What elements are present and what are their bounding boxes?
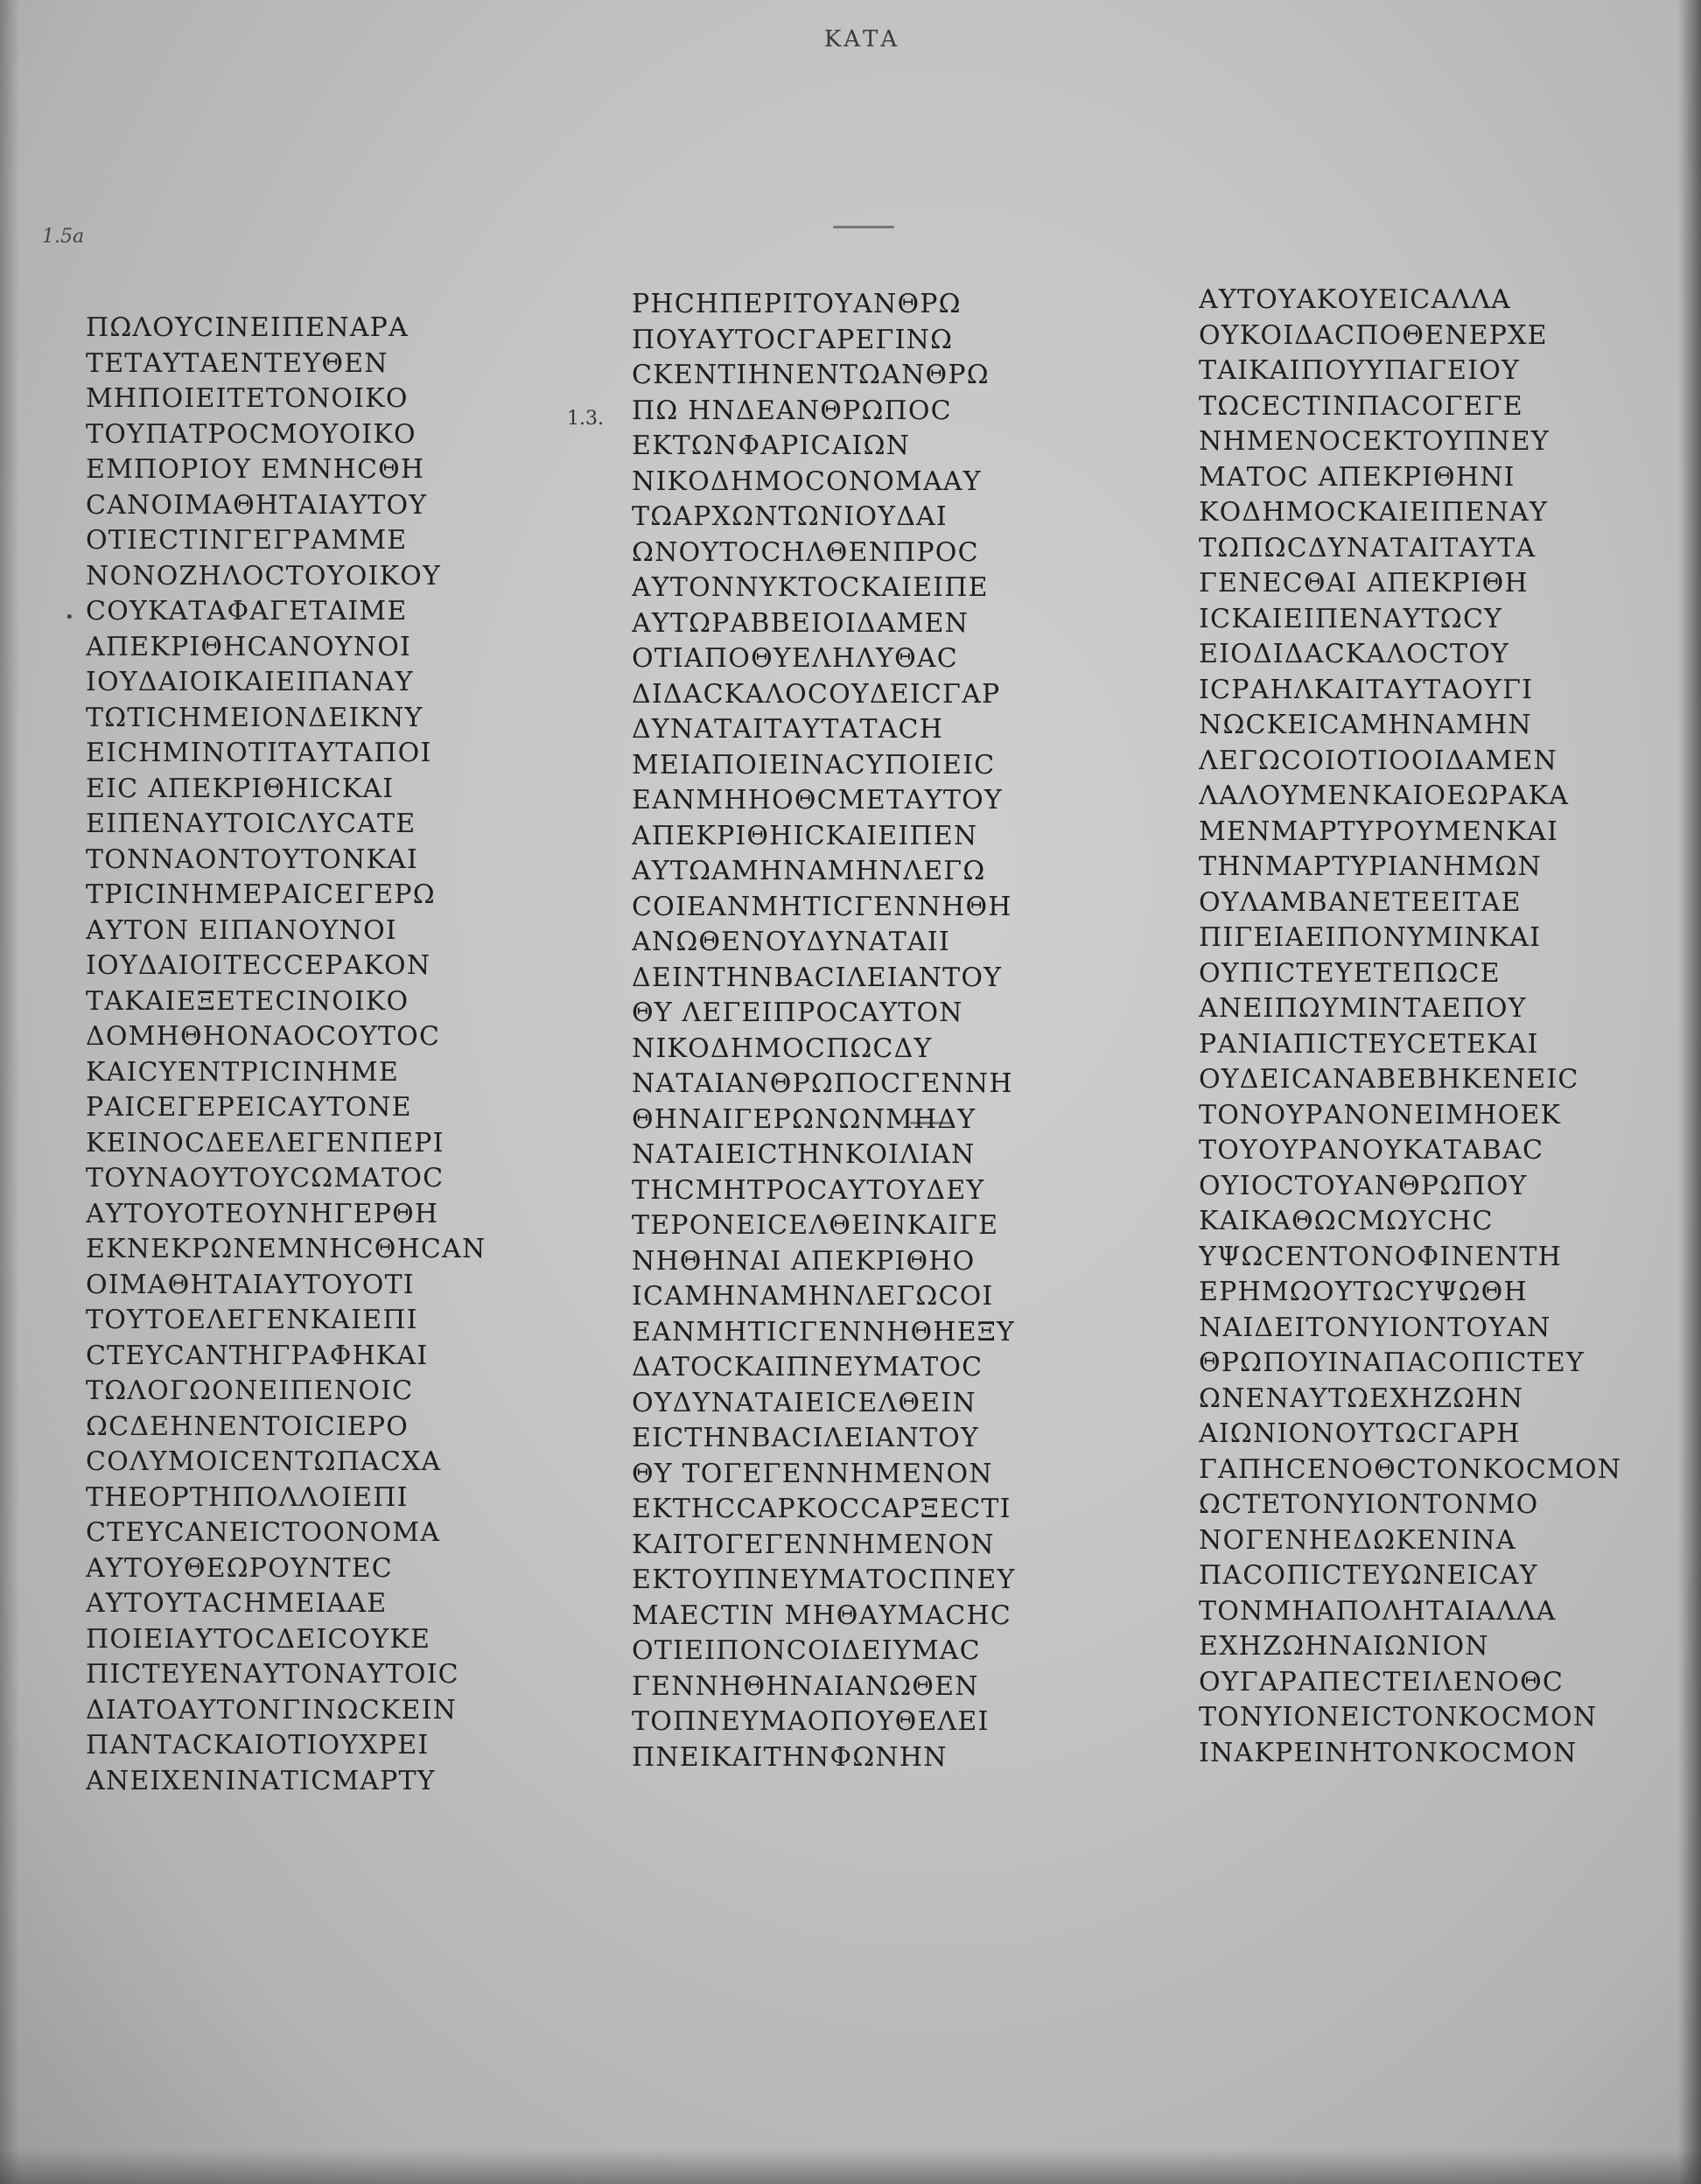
page-edge-shadow-bottom — [0, 2149, 1701, 2184]
manuscript-line: ΙϹΚΑΙΕΙΠΕΝΑΥΤΩϹΥ — [1199, 603, 1503, 634]
manuscript-line: ΟΤΙΕΙΠΟΝϹΟΙΔΕΙΥΜΑϹ — [632, 1635, 981, 1666]
manuscript-line: ΟΥΔΕΙϹΑΝΑΒΕΒΗΚΕΝΕΙϹ — [1199, 1064, 1579, 1095]
manuscript-line: ΕΚΤΗϹϹΑΡΚΟϹϹΑΡΞΕϹΤΙ — [632, 1494, 1012, 1524]
manuscript-line: ΝΑΙΔΕΙΤΟΝΥΙΟΝΤΟΥΑΝ — [1199, 1312, 1551, 1343]
separator-mark — [833, 226, 894, 228]
manuscript-line: ΩϹΔΕΗΝΕΝΤΟΙϹΙΕΡΟ — [86, 1410, 410, 1442]
manuscript-line: ΕΙϹ ΑΠΕΚΡΙΘΗΙϹΚΑΙ — [86, 773, 395, 804]
manuscript-line: ΤΟΥΝΑΟΥΤΟΥϹΩΜΑΤΟϹ — [86, 1163, 444, 1194]
manuscript-line: ΕΙϹΤΗΝΒΑϹΙΛΕΙΑΝΤΟΥ — [632, 1423, 979, 1453]
manuscript-line: ΓΕΝΝΗΘΗΝΑΙΑΝΩΘΕΝ — [632, 1670, 979, 1702]
manuscript-line: ΔΟΜΗΘΗΟΝΑΟϹΟΥΤΟϹ — [86, 1021, 441, 1052]
manuscript-line: ΡΑΝΙΑΠΙϹΤΕΥϹΕΤΕΚΑΙ — [1199, 1028, 1539, 1060]
manuscript-line: ΤΕΡΟΝΕΙϹΕΛΘΕΙΝΚΑΙΓΕ — [632, 1210, 999, 1241]
manuscript-line: ΜΕΙΑΠΟΙΕΙΝΑϹΥΠΟΙΕΙϹ — [632, 749, 996, 780]
manuscript-line: ΤΟΠΝΕΥΜΑΟΠΟΥΘΕΛΕΙ — [632, 1706, 990, 1737]
manuscript-line: ΠΑΝΤΑϹΚΑΙΟΤΙΟΥΧΡΕΙ — [86, 1730, 430, 1760]
manuscript-line: ΑΥΤΩΑΜΗΝΑΜΗΝΛΕΓΩ — [632, 856, 986, 886]
manuscript-line: ΔΑΤΟϹΚΑΙΠΝΕΥΜΑΤΟϹ — [632, 1352, 984, 1382]
running-title: ΚΑΤΑ — [823, 26, 900, 52]
page-edge-shadow-left — [0, 0, 19, 2184]
manuscript-line: ΕΑΝΜΗΤΙϹΓΕΝΝΗΘΗΕΞΥ — [632, 1316, 1016, 1348]
manuscript-line: ΕΚΤΟΥΠΝΕΥΜΑΤΟϹΠΝΕΥ — [632, 1564, 1016, 1595]
manuscript-line: ΕΜΠΟΡΙΟΥ ΕΜΝΗϹΘΗ — [86, 454, 425, 485]
manuscript-line: ΠΑϹΟΠΙϹΤΕΥΩΝΕΙϹΑΥ — [1199, 1560, 1538, 1591]
manuscript-line: ΝΗΘΗΝΑΙ ΑΠΕΚΡΙΘΗΟ — [632, 1245, 976, 1277]
manuscript-line: ΚΕΙΝΟϹΔΕΕΛΕΓΕΝΠΕΡΙ — [86, 1127, 444, 1158]
manuscript-line: ΑΝΩΘΕΝΟΥΔΥΝΑΤΑΙΙ — [632, 927, 950, 957]
manuscript-line: ΝΩϹΚΕΙϹΑΜΗΝΑΜΗΝ — [1199, 710, 1532, 740]
manuscript-line: ΛΑΛΟΥΜΕΝΚΑΙΟΕΩΡΑΚΑ — [1199, 780, 1570, 811]
manuscript-line: ϹΟΛΥΜΟΙϹΕΝΤΩΠΑϹΧΑ — [86, 1446, 442, 1477]
manuscript-line: ΤΩϹΕϹΤΙΝΠΑϹΟΓΕΓΕ — [1199, 390, 1523, 422]
manuscript-line: ΠΙϹΤΕΥΕΝΑΥΤΟΝΑΥΤΟΙϹ — [86, 1659, 459, 1690]
manuscript-line: ΠΙΓΕΙΑΕΙΠΟΝΥΜΙΝΚΑΙ — [1199, 922, 1542, 953]
manuscript-line: ΚΑΙΚΑΘΩϹΜΩΥϹΗϹ — [1199, 1206, 1494, 1236]
manuscript-line: ΔΙΔΑϹΚΑΛΟϹΟΥΔΕΙϹΓΑΡ — [632, 678, 1001, 710]
manuscript-line: ΚΑΙΤΟΓΕΓΕΝΝΗΜΕΝΟΝ — [632, 1529, 995, 1560]
manuscript-line: ΑΥΤΟΥΑΚΟΥΕΙϹΑΛΛΑ — [1199, 284, 1511, 315]
manuscript-line: ΑΥΤΟΥΤΑϹΗΜΕΙΑΑΕ — [86, 1588, 388, 1619]
manuscript-line: ΠΟΙΕΙΑΥΤΟϹΔΕΙϹΟΥΚΕ — [86, 1623, 431, 1655]
manuscript-line: ΑΥΤΩΡΑΒΒΕΙΟΙΔΑΜΕΝ — [632, 607, 970, 639]
manuscript-line: ΤΟΝΜΗΑΠΟΛΗΤΑΙΑΛΛΑ — [1199, 1595, 1557, 1627]
manuscript-line: ΝΑΤΑΙΑΝΘΡΩΠΟϹΓΕΝΝΗ — [632, 1068, 1013, 1099]
manuscript-line: ΩΝΟΥΤΟϹΗΛΘΕΝΠΡΟϹ — [632, 536, 979, 568]
text-column-1 — [86, 311, 532, 1799]
page-edge-shadow-right — [1678, 0, 1701, 2184]
manuscript-line: ΠΟΥΑΥΤΟϹΓΑΡΕΓΙΝΩ — [632, 324, 954, 355]
manuscript-line: ΟΙΜΑΘΗΤΑΙΑΥΤΟΥΟΤΙ — [86, 1269, 415, 1300]
manuscript-line: ΤΟΝΟΥΡΑΝΟΝΕΙΜΗΟΕΚ — [1199, 1099, 1562, 1130]
manuscript-line: ΘΡΩΠΟΥΙΝΑΠΑϹΟΠΙϹΤΕΥ — [1199, 1348, 1585, 1378]
manuscript-line: ΤΗΝΜΑΡΤΥΡΙΑΝΗΜΩΝ — [1199, 851, 1542, 882]
manuscript-line: ΝΟΓΕΝΗΕΔΩΚΕΝΙΝΑ — [1199, 1524, 1516, 1556]
manuscript-line: ΜΑΕϹΤΙΝ ΜΗΘΑΥΜΑϹΗϹ — [632, 1600, 1012, 1631]
manuscript-line: ΕΚΝΕΚΡΩΝΕΜΝΗϹΘΗϹΑΝ — [86, 1234, 486, 1264]
manuscript-line: ΙϹΡΑΗΛΚΑΙΤΑΥΤΑΟΥΓΙ — [1199, 674, 1534, 705]
manuscript-line: ΑΠΕΚΡΙΘΗϹΑΝΟΥΝΟΙ — [86, 631, 412, 662]
manuscript-line: ΕΙϹΗΜΙΝΟΤΙΤΑΥΤΑΠΟΙ — [86, 738, 432, 768]
manuscript-line: ΑΝΕΙΧΕΝΙΝΑΤΙϹΜΑΡΤΥ — [86, 1765, 436, 1796]
manuscript-line: ΟΥΙΟϹΤΟΥΑΝΘΡΩΠΟΥ — [1199, 1170, 1528, 1201]
manuscript-line: ϹΟΙΕΑΝΜΗΤΙϹΓΕΝΝΗΘΗ — [632, 891, 1012, 922]
manuscript-line: ΝΑΤΑΙΕΙϹΤΗΝΚΟΙΛΙΑΝ — [632, 1139, 976, 1170]
manuscript-line: ΘΗΝΑΙΓΕΡΩΝΩΝΜΗΔΥ — [632, 1103, 976, 1135]
manuscript-line: ΙΟΥΔΑΙΟΙΚΑΙΕΙΠΑΝΑΥ — [86, 667, 414, 697]
manuscript-line: ΤΩΠΩϹΔΥΝΑΤΑΙΤΑΥΤΑ — [1199, 532, 1536, 564]
manuscript-line: ΚΑΙϹΥΕΝΤΡΙϹΙΝΗΜΕ — [86, 1056, 399, 1088]
text-column-2 — [632, 287, 1078, 1775]
manuscript-line: ΩΝΕΝΑΥΤΩΕΧΗΖΩΗΝ — [1199, 1382, 1524, 1414]
manuscript-line: ΜΑΤΟϹ ΑΠΕΚΡΙΘΗΝΙ — [1199, 461, 1516, 493]
manuscript-line: ΘΥ ΤΟΓΕΓΕΝΝΗΜΕΝΟΝ — [632, 1458, 993, 1489]
manuscript-line: ΤΟΥΟΥΡΑΝΟΥΚΑΤΑΒΑϹ — [1199, 1135, 1544, 1166]
manuscript-line: ΑΥΤΟΥΟΤΕΟΥΝΗΓΕΡΘΗ — [86, 1198, 439, 1229]
manuscript-line: ΓΕΝΕϹΘΑΙ ΑΠΕΚΡΙΘΗ — [1199, 568, 1529, 598]
manuscript-line: ΝΙΚΟΔΗΜΟϹΟΝΟΜΑΑΥ — [632, 466, 982, 497]
manuscript-line: ΑΠΕΚΡΙΘΗΙϹΚΑΙΕΙΠΕΝ — [632, 820, 978, 851]
manuscript-line: ΤΕΤΑΥΤΑΕΝΤΕΥΘΕΝ — [86, 347, 388, 379]
manuscript-line: ΛΕΓΩϹΟΙΟΤΙΟΟΙΔΑΜΕΝ — [1199, 745, 1558, 776]
manuscript-line: ΓΑΠΗϹΕΝΟΘϹΤΟΝΚΟϹΜΟΝ — [1199, 1453, 1622, 1485]
manuscript-line: ΠΝΕΙΚΑΙΤΗΝΦΩΝΗΝ — [632, 1741, 948, 1773]
manuscript-line: ΥΨΩϹΕΝΤΟΝΟΦΙΝΕΝΤΗ — [1199, 1241, 1562, 1272]
manuscript-line: ΡΗϹΗΠΕΡΙΤΟΥΑΝΘΡΩ — [632, 289, 962, 319]
text-column-3 — [1199, 283, 1654, 1771]
manuscript-line: ΘΥ ΛΕΓΕΙΠΡΟϹΑΥΤΟΝ — [632, 998, 963, 1028]
manuscript-line: ΙΝΑΚΡΕΙΝΗΤΟΝΚΟϹΜΟΝ — [1199, 1737, 1578, 1768]
manuscript-line: ΑΥΤΟΝΝΥΚΤΟϹΚΑΙΕΙΠΕ — [632, 572, 989, 603]
margin-mark: • — [65, 608, 74, 626]
manuscript-line: ϹΤΕΥϹΑΝΕΙϹΤΟΟΝΟΜΑ — [86, 1517, 441, 1548]
manuscript-line: ΑΥΤΟΥΘΕΩΡΟΥΝΤΕϹ — [86, 1552, 393, 1584]
margin-note: 1.3. — [567, 408, 604, 430]
manuscript-line: ΠΩ ΗΝΔΕΑΝΘΡΩΠΟϹ — [632, 395, 952, 426]
manuscript-line: ΜΕΝΜΑΡΤΥΡΟΥΜΕΝΚΑΙ — [1199, 816, 1559, 847]
manuscript-line: ϹΑΝΟΙΜΑΘΗΤΑΙΑΥΤΟΥ — [86, 489, 428, 521]
manuscript-line: ΟΥΔΥΝΑΤΑΙΕΙϹΕΛΘΕΙΝ — [632, 1387, 976, 1418]
manuscript-line: ΟΥΚΟΙΔΑϹΠΟΘΕΝΕΡΧΕ — [1199, 319, 1548, 351]
manuscript-line: ϹΟΥΚΑΤΑΦΑΓΕΤΑΙΜΕ — [86, 596, 408, 626]
manuscript-line: ΕΚΤΩΝΦΑΡΙϹΑΙΩΝ — [632, 430, 911, 461]
manuscript-line: ΙϹΑΜΗΝΑΜΗΝΛΕΓΩϹΟΙ — [632, 1281, 994, 1312]
manuscript-line: ΟΥΠΙϹΤΕΥΕΤΕΠΩϹΕ — [1199, 957, 1501, 989]
manuscript-line: ΠΩΛΟΥϹΙΝΕΙΠΕΝΑΡΑ — [86, 312, 409, 343]
manuscript-line: ΜΗΠΟΙΕΙΤΕΤΟΝΟΙΚΟ — [86, 383, 409, 414]
manuscript-line: ΝΟΝΟΖΗΛΟϹΤΟΥΟΙΚΟΥ — [86, 560, 441, 592]
manuscript-line: ϹΤΕΥϹΑΝΤΗΓΡΑΦΗΚΑΙ — [86, 1340, 429, 1371]
section-number: 1.5a — [42, 226, 85, 248]
manuscript-line: ΤΟΥΤΟΕΛΕΓΕΝΚΑΙΕΠΙ — [86, 1305, 418, 1335]
manuscript-line: ΡΑΙϹΕΓΕΡΕΙϹΑΥΤΟΝΕ — [86, 1092, 412, 1123]
manuscript-line: ΤΗΕΟΡΤΗΠΟΛΛΟΙΕΠΙ — [86, 1481, 409, 1513]
manuscript-line: ΑΙΩΝΙΟΝΟΥΤΩϹΓΑΡΗ — [1199, 1418, 1521, 1449]
manuscript-line: ΝΗΜΕΝΟϹΕΚΤΟΥΠΝΕΥ — [1199, 426, 1550, 457]
manuscript-line: ΕΙΟΔΙΔΑϹΚΑΛΟϹΤΟΥ — [1199, 639, 1510, 669]
manuscript-line: ΔΥΝΑΤΑΙΤΑΥΤΑΤΑϹΗ — [632, 714, 944, 745]
manuscript-line: ΝΙΚΟΔΗΜΟϹΠΩϹΔΥ — [632, 1032, 933, 1064]
manuscript-line: ΚΟΔΗΜΟϹΚΑΙΕΙΠΕΝΑΥ — [1199, 497, 1548, 528]
manuscript-line: ΙΟΥΔΑΙΟΙΤΕϹϹΕΡΑΚΟΝ — [86, 950, 431, 981]
manuscript-line: ΟΤΙΕϹΤΙΝΓΕΓΡΑΜΜΕ — [86, 525, 408, 556]
manuscript-line: ΟΤΙΑΠΟΘΥΕΛΗΛΥΘΑϹ — [632, 643, 958, 674]
manuscript-line: ΟΥΓΑΡΑΠΕϹΤΕΙΛΕΝΟΘϹ — [1199, 1666, 1564, 1698]
manuscript-line: ΤΑΙΚΑΙΠΟΥΥΠΑΓΕΙΟΥ — [1199, 355, 1521, 386]
manuscript-line: ΩϹΤΕΤΟΝΥΙΟΝΤΟΝΜΟ — [1199, 1489, 1539, 1520]
manuscript-line: ΕΧΗΖΩΗΝΑΙΩΝΙΟΝ — [1199, 1631, 1489, 1662]
manuscript-line: ΤΡΙϹΙΝΗΜΕΡΑΙϹΕΓΕΡΩ — [86, 879, 436, 910]
manuscript-line: ΑΥΤΟΝ ΕΙΠΑΝΟΥΝΟΙ — [86, 914, 397, 946]
manuscript-line: ΤΟΝΥΙΟΝΕΙϹΤΟΝΚΟϹΜΟΝ — [1199, 1702, 1598, 1732]
manuscript-line: ΑΝΕΙΠΩΥΜΙΝΤΑΕΠΟΥ — [1199, 993, 1527, 1024]
manuscript-line: ΟΥΛΑΜΒΑΝΕΤΕΕΙΤΑΕ — [1199, 886, 1522, 918]
manuscript-line: ΕΙΠΕΝΑΥΤΟΙϹΛΥϹΑΤΕ — [86, 808, 416, 839]
manuscript-line: ΤΗϹΜΗΤΡΟϹΑΥΤΟΥΔΕΥ — [632, 1174, 985, 1206]
manuscript-line: ΤΟΥΠΑΤΡΟϹΜΟΥΟΙΚΟ — [86, 418, 416, 450]
manuscript-line: ΤΑΚΑΙΕΞΕΤΕϹΙΝΟΙΚΟ — [86, 985, 410, 1017]
manuscript-line: ΕΡΗΜΩΟΥΤΩϹΥΨΩΘΗ — [1199, 1277, 1528, 1307]
manuscript-line: ΤΟΝΝΑΟΝΤΟΥΤΟΝΚΑΙ — [86, 844, 419, 875]
manuscript-line: ΤΩΛΟΓΩΟΝΕΙΠΕΝΟΙϹ — [86, 1376, 414, 1406]
manuscript-line: ΔΕΙΝΤΗΝΒΑϹΙΛΕΙΑΝΤΟΥ — [632, 962, 1003, 993]
manuscript-line: ΤΩΤΙϹΗΜΕΙΟΝΔΕΙΚΝΥ — [86, 702, 424, 733]
manuscript-line: ΔΙΑΤΟΑΥΤΟΝΓΙΝΩϹΚΕΙΝ — [86, 1694, 458, 1726]
manuscript-line: ϹΚΕΝΤΙΗΝΕΝΤΩΑΝΘΡΩ — [632, 360, 990, 390]
manuscript-line: ΕΑΝΜΗΗΟΘϹΜΕΤΑΥΤΟΥ — [632, 785, 1003, 816]
manuscript-line: ΤΩΑΡΧΩΝΤΩΝΙΟΥΔΑΙ — [632, 501, 948, 532]
